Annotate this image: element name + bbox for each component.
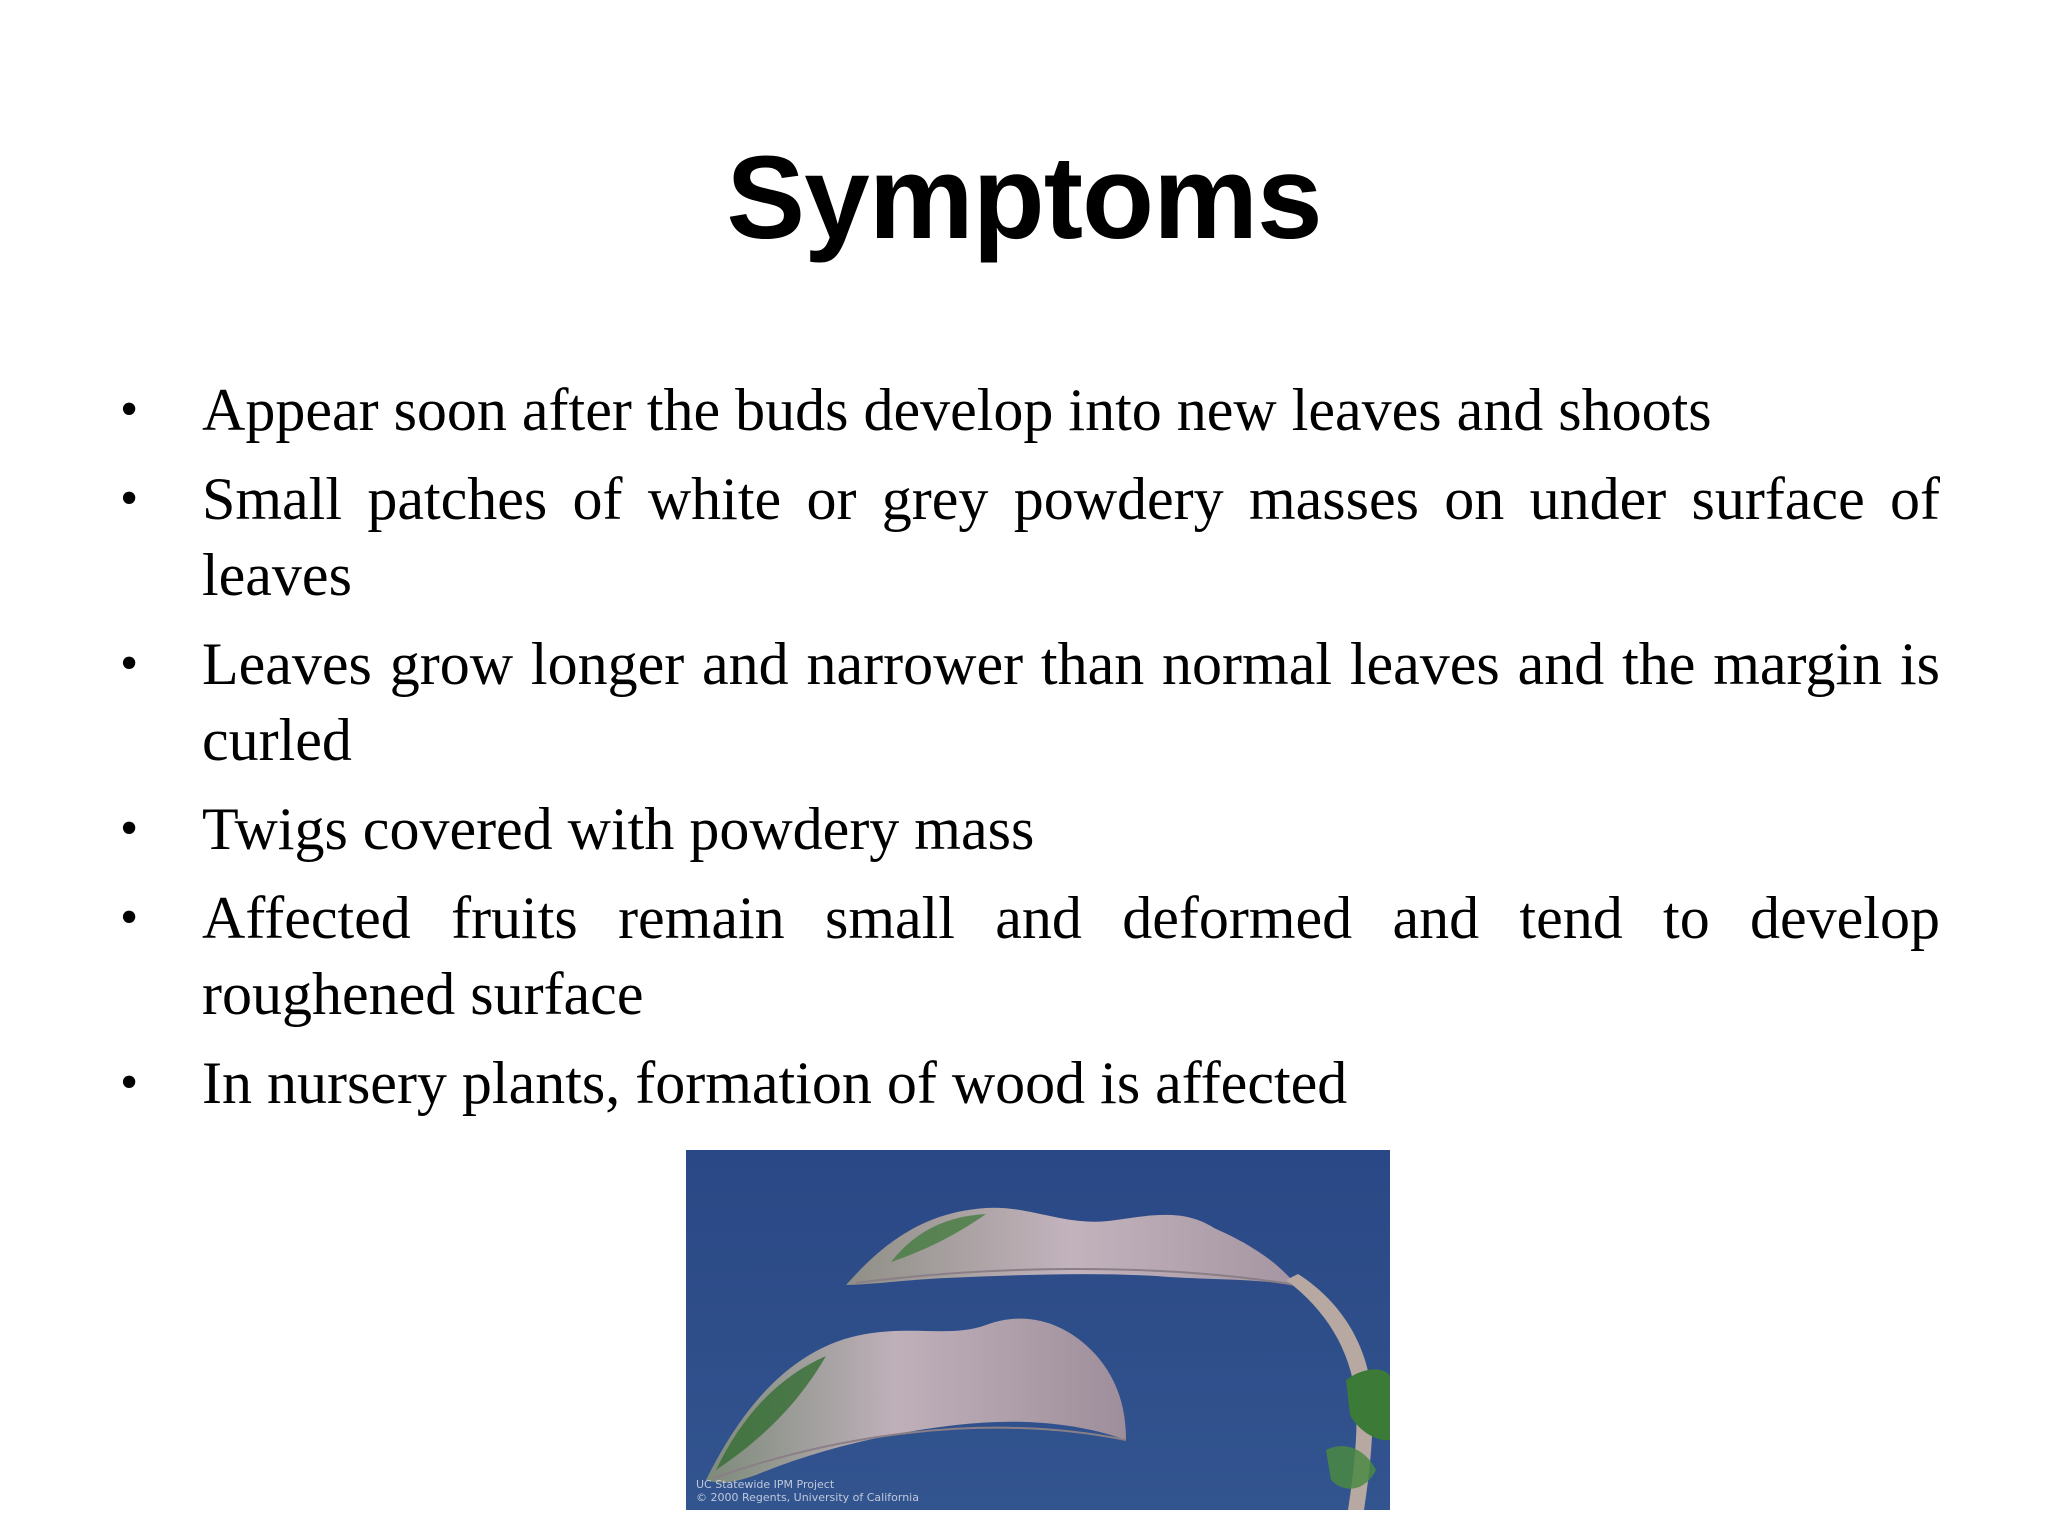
photo-credit-line-2: © 2000 Regents, University of California (696, 1491, 919, 1504)
bullet-text: In nursery plants, formation of wood is affected (202, 1050, 1348, 1116)
bullet-marker: • (120, 470, 139, 527)
bullet-item (120, 791, 1940, 867)
bullet-marker: • (120, 800, 139, 857)
bullet-item (120, 626, 1940, 778)
slide-title: Symptoms (726, 132, 1322, 264)
bullet-text: Twigs covered with powdery mass (202, 796, 1035, 862)
bullet-item (120, 461, 1940, 613)
bullet-text: Affected fruits remain small and deformed and tend to develop roughened surface (202, 885, 1940, 1027)
bullet-marker: • (120, 889, 139, 946)
powdery-mildew-photo (686, 1150, 1390, 1510)
bullet-text: Leaves grow longer and narrower than normal leaves and the margin is curled (202, 631, 1940, 773)
photo-credit-line-1: UC Statewide IPM Project (696, 1478, 835, 1491)
bullet-marker: • (120, 381, 139, 438)
bullet-item (120, 372, 1940, 448)
bullet-text: Small patches of white or grey powdery masses on under surface of leaves (202, 466, 1940, 608)
photo-credit (696, 1478, 919, 1504)
bullet-text: Appear soon after the buds develop into new leaves and shoots (202, 377, 1712, 443)
bullet-item (120, 880, 1940, 1032)
bullet-marker: • (120, 1054, 139, 1111)
bullet-item (120, 1045, 1940, 1121)
bullet-list (120, 372, 1940, 1134)
leaf-illustration (686, 1150, 1390, 1510)
bullet-marker: • (120, 635, 139, 692)
